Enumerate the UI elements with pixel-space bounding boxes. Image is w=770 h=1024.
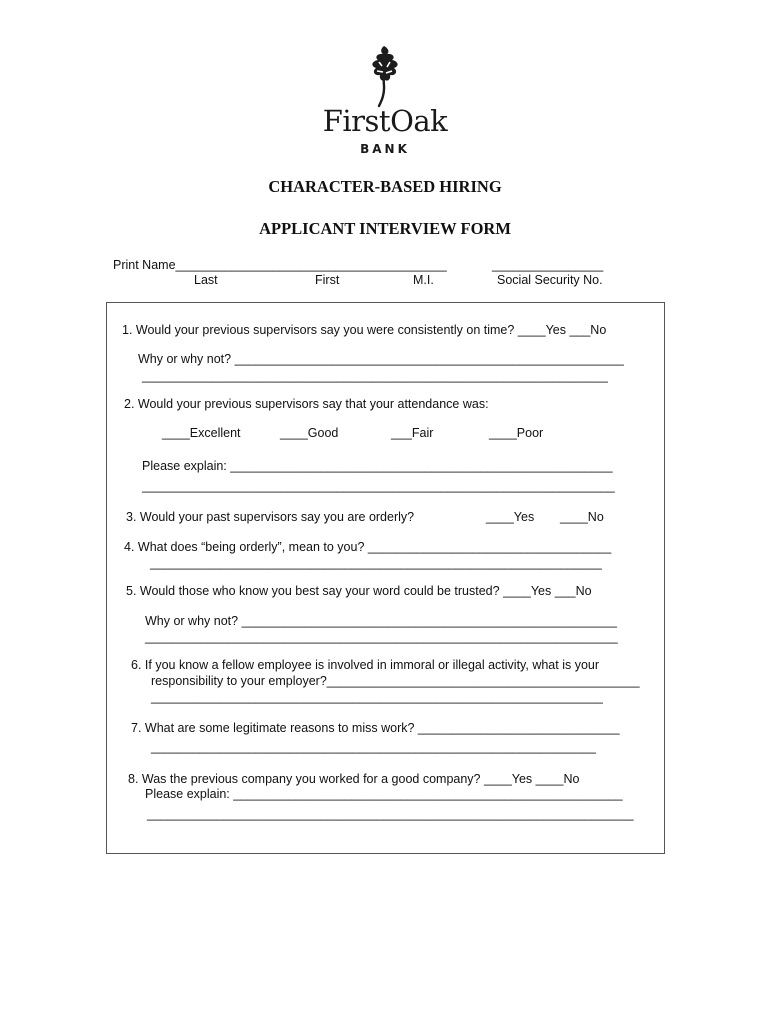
first-name-caption: First: [315, 273, 340, 287]
q2-option-poor[interactable]: ____Poor: [489, 426, 544, 440]
brand-subtitle: BANK: [360, 142, 410, 156]
q5-why-field[interactable]: Why or why not? ______________________________________________________: [145, 614, 617, 628]
print-name-field[interactable]: Print Name_______________________________________: [113, 258, 447, 272]
q8-explain-field[interactable]: Please explain: ________________________________________________________: [145, 787, 623, 801]
question-8: 8. Was the previous company you worked for a good company? ____Yes ____No: [128, 772, 580, 786]
ssn-caption: Social Security No.: [497, 273, 603, 287]
q1-why-field[interactable]: Why or why not? ________________________________________________________: [138, 352, 624, 366]
q3-no-option[interactable]: ____No: [560, 510, 604, 524]
question-1: 1. Would your previous supervisors say you were consistently on time? ____Yes ___No: [122, 323, 607, 337]
q4-answer-line[interactable]: _________________________________________________________________: [150, 556, 602, 570]
question-4[interactable]: 4. What does “being orderly”, mean to you? ___________________________________: [124, 540, 612, 554]
q3-yes-option[interactable]: ____Yes: [486, 510, 535, 524]
question-3: 3. Would your past supervisors say you are orderly?: [126, 510, 415, 524]
question-7[interactable]: 7. What are some legitimate reasons to miss work? _____________________________: [131, 721, 620, 735]
q7-answer-line[interactable]: ________________________________________________________________: [151, 740, 596, 754]
oak-leaf-logo: [362, 44, 408, 108]
brand-name: FirstOak: [322, 104, 448, 138]
q5-answer-line[interactable]: ____________________________________________________________________: [145, 630, 618, 644]
q2-option-excellent[interactable]: ____Excellent: [162, 426, 241, 440]
q2-explain-field[interactable]: Please explain: _______________________________________________________: [142, 459, 613, 473]
page-title: CHARACTER-BASED HIRING: [268, 177, 502, 196]
q6-answer-line[interactable]: _________________________________________________________________: [151, 690, 603, 704]
last-name-caption: Last: [194, 273, 218, 287]
q1-answer-line[interactable]: ___________________________________________________________________: [142, 369, 608, 383]
form-title: APPLICANT INTERVIEW FORM: [259, 219, 511, 238]
question-5: 5. Would those who know you best say your word could be trusted? ____Yes ___No: [126, 584, 592, 598]
ssn-field[interactable]: ________________: [492, 258, 604, 272]
q2-answer-line[interactable]: ____________________________________________________________________: [142, 479, 615, 493]
question-6: 6. If you know a fellow employee is involved in immoral or illegal activity, what is your: [131, 658, 600, 672]
question-2: 2. Would your previous supervisors say that your attendance was:: [124, 397, 489, 411]
q6-responsibility-field[interactable]: responsibility to your employer?_____________________________________________: [151, 674, 640, 688]
middle-initial-caption: M.I.: [413, 273, 434, 287]
q2-option-good[interactable]: ____Good: [280, 426, 339, 440]
q2-option-fair[interactable]: ___Fair: [391, 426, 434, 440]
q8-answer-line[interactable]: ______________________________________________________________________: [147, 807, 634, 821]
